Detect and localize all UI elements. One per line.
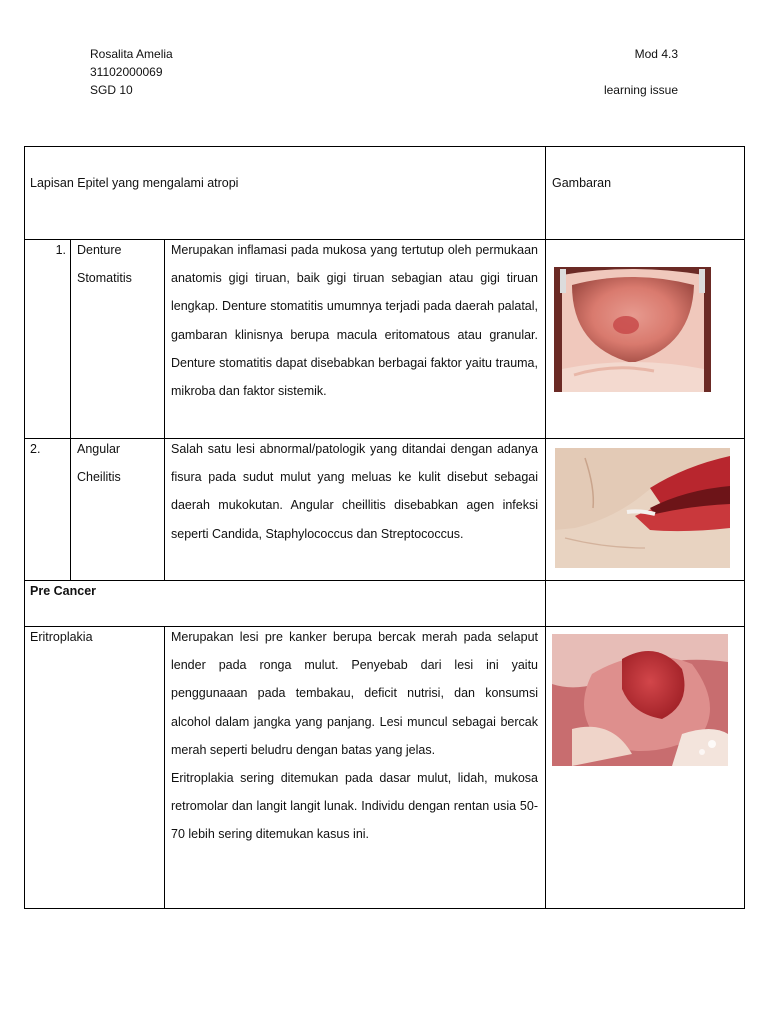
table-border-right	[744, 146, 745, 909]
table-divider	[164, 626, 165, 909]
row-term: Denture Stomatitis	[77, 243, 132, 286]
group-label: SGD 10	[90, 83, 133, 97]
row-term: Angular Cheilitis	[77, 442, 121, 485]
section-label: Pre Cancer	[30, 584, 97, 598]
row-description: Salah satu lesi abnormal/patologik yang ditandai dengan adanya fisura pada sudut mulut yang meluas ke kulit disebut sebagai daerah mukokutan. Angular cheillitis disebabkan agen infeksi seperti Candida, Staphylococcus dan Streptococcus.	[171, 442, 538, 541]
denture-stomatitis-photo	[554, 267, 711, 392]
row-description: Merupakan inflamasi pada mukosa yang tertutup oleh permukaan anatomis gigi tiruan, baik gigi tiruan sebagian atau gigi tiruan lengkap. Denture stomatitis umumnya terjadi pada daerah palatal, gambaran klinisnya berupa macula eritomatous atau granular. Denture stomatitis dapat disebabkan berbagai faktor yaitu trauma, mikroba dan faktor sistemik.	[171, 243, 538, 399]
table-heading-left: Lapisan Epitel yang mengalami atropi	[30, 176, 239, 190]
table-border-left	[24, 146, 25, 909]
table-divider	[164, 239, 165, 581]
description-paragraph: Merupakan lesi pre kanker berupa bercak merah pada selaput lender pada ronga mulut. Penyebab dari lesi ini yaitu penggunaaan pada tembakau, deficit nutrisi, dan konsumsi alcohol dalam jangka yang panjang. Lesi muncul sebagai bercak merah seperti beludru dengan batas yang jelas.	[171, 630, 538, 757]
row-term: Eritroplakia	[30, 630, 93, 644]
module-label: Mod 4.3	[634, 47, 678, 61]
student-name: Rosalita Amelia	[90, 47, 173, 61]
eritroplakia-photo	[552, 634, 728, 766]
description-paragraph: Eritroplakia sering ditemukan pada dasar mulut, lidah, mukosa retromolar dan langit langit lunak. Individu dengan rentan usia 50-70 lebih sering ditemukan kasus ini.	[171, 771, 538, 842]
row-description	[171, 623, 538, 849]
table-border-top	[24, 146, 745, 147]
module-info	[604, 45, 678, 99]
angular-cheilitis-photo	[555, 448, 730, 568]
table-heading-right: Gambaran	[552, 176, 612, 190]
student-id: 31102000069	[90, 65, 163, 79]
table-divider	[545, 146, 546, 909]
student-info	[90, 45, 173, 99]
row-number: 1.	[55, 243, 66, 257]
row-number: 2.	[30, 442, 41, 456]
topic-label: learning issue	[603, 83, 678, 97]
table-border-bottom	[24, 908, 745, 909]
table-divider	[70, 239, 71, 581]
